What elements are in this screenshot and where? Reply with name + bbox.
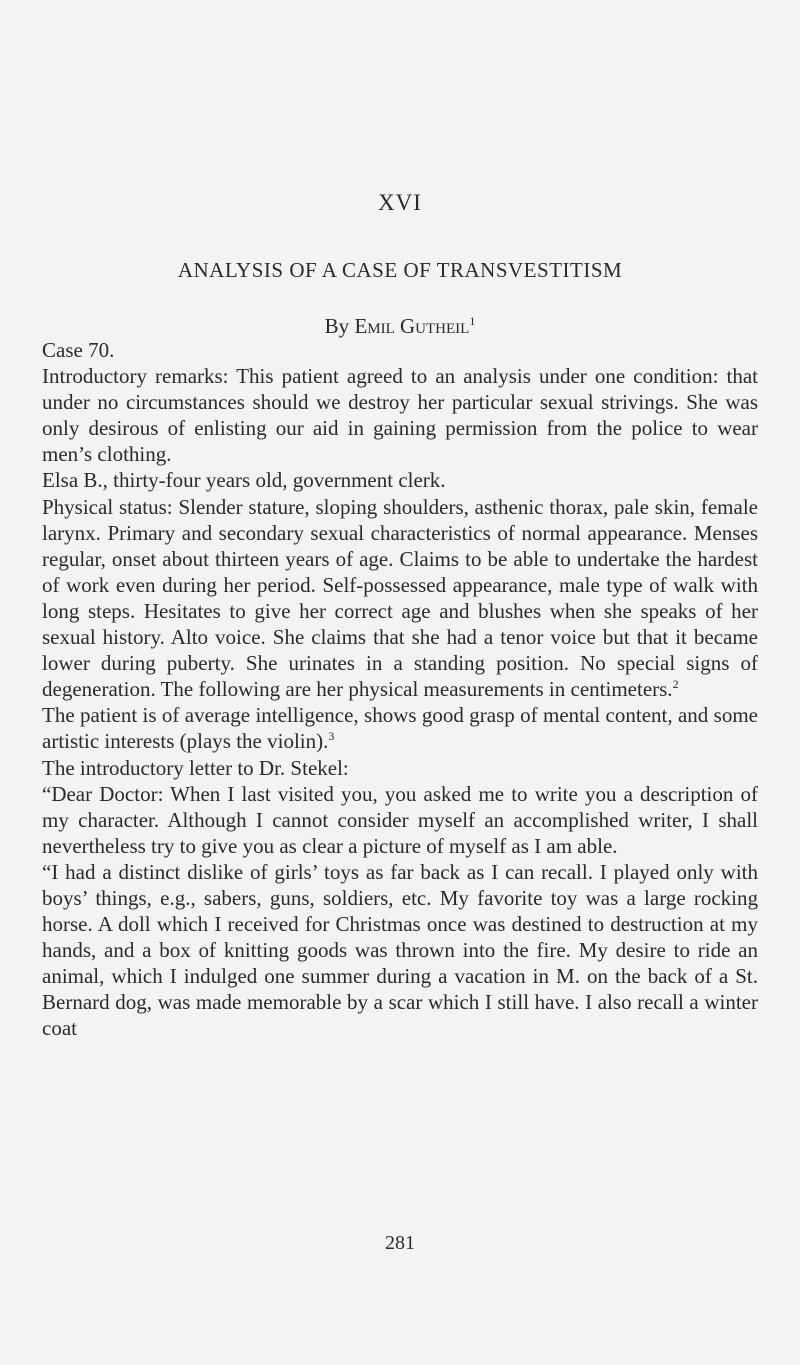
footnote-marker-3: 3 [328,729,335,744]
paragraph-physical-status [42,494,758,703]
paragraph-introductory-remarks: Introductory remarks: This patient agreed to an analysis under one condition: that under no circumstances should we destroy her particular sexual strivings. She was only desirous of enlisting our aid in gaining permission from the police to wear men’s clothing. [42,364,758,467]
paragraph-intelligence [42,702,758,754]
paragraph-case-number: Case 70. [42,338,115,362]
paragraph-patient-identity: Elsa B., thirty-four years old, government clerk. [42,468,446,493]
paragraph-childhood: “I had a distinct dislike of girls’ toys as far back as I can recall. I played only with boys’ things, e.g., sabers, guns, soldiers, etc. My favorite toy was a large rocking horse. A doll which I received for Christmas once was destined to destruction at my hands, and a box of knitting goods was thrown into the fire. My desire to ride an animal, which I indulged one summer during a vacation in M. on the back of a St. Bernard dog, was made memorable by a scar which I still have. I also recall a winter coat [42,859,758,1041]
chapter-number: XVI [378,190,422,215]
book-page [42,0,758,1365]
paragraph-letter-opening: “Dear Doctor: When I last visited you, you asked me to write you a description of my character. Although I cannot consider myself an accomplished writer, I shall nevertheless try to give you as clear a picture of myself as I am able. [42,781,758,858]
intelligence-text: The patient is of average intelligence, shows good grasp of mental content, and some artistic interests (plays the violin). [42,703,758,754]
paragraph-letter-intro: The introductory letter to Dr. Stekel: [42,755,349,780]
chapter-title: ANALYSIS OF A CASE OF TRANSVESTITISM [177,258,623,282]
physical-status-text: Physical status: Slender stature, sloping shoulders, asthenic thorax, pale skin, female larynx. Primary and secondary sexual characteristics of normal appearance. Menses regular, onset about thirteen years of age. Claims to be able to undertake the hardest of work even during her period. Self-possessed appearance, male type of walk with long steps. Hesitates to give her correct age and blushes when she speaks of her sexual history. Alto voice. She claims that she had a tenor voice but that it became lower during puberty. She urinates in a standing position. No special signs of degeneration. The following are her physical measurements in centimeters. [42,494,758,702]
author-footnote-marker: 1 [469,314,476,328]
byline-prefix: By [324,314,355,338]
body-text [42,337,758,1042]
author-name: Emil Gutheil [354,314,470,338]
footnote-marker-2: 2 [672,677,679,692]
byline [42,314,758,339]
page-number: 281 [385,1232,415,1254]
